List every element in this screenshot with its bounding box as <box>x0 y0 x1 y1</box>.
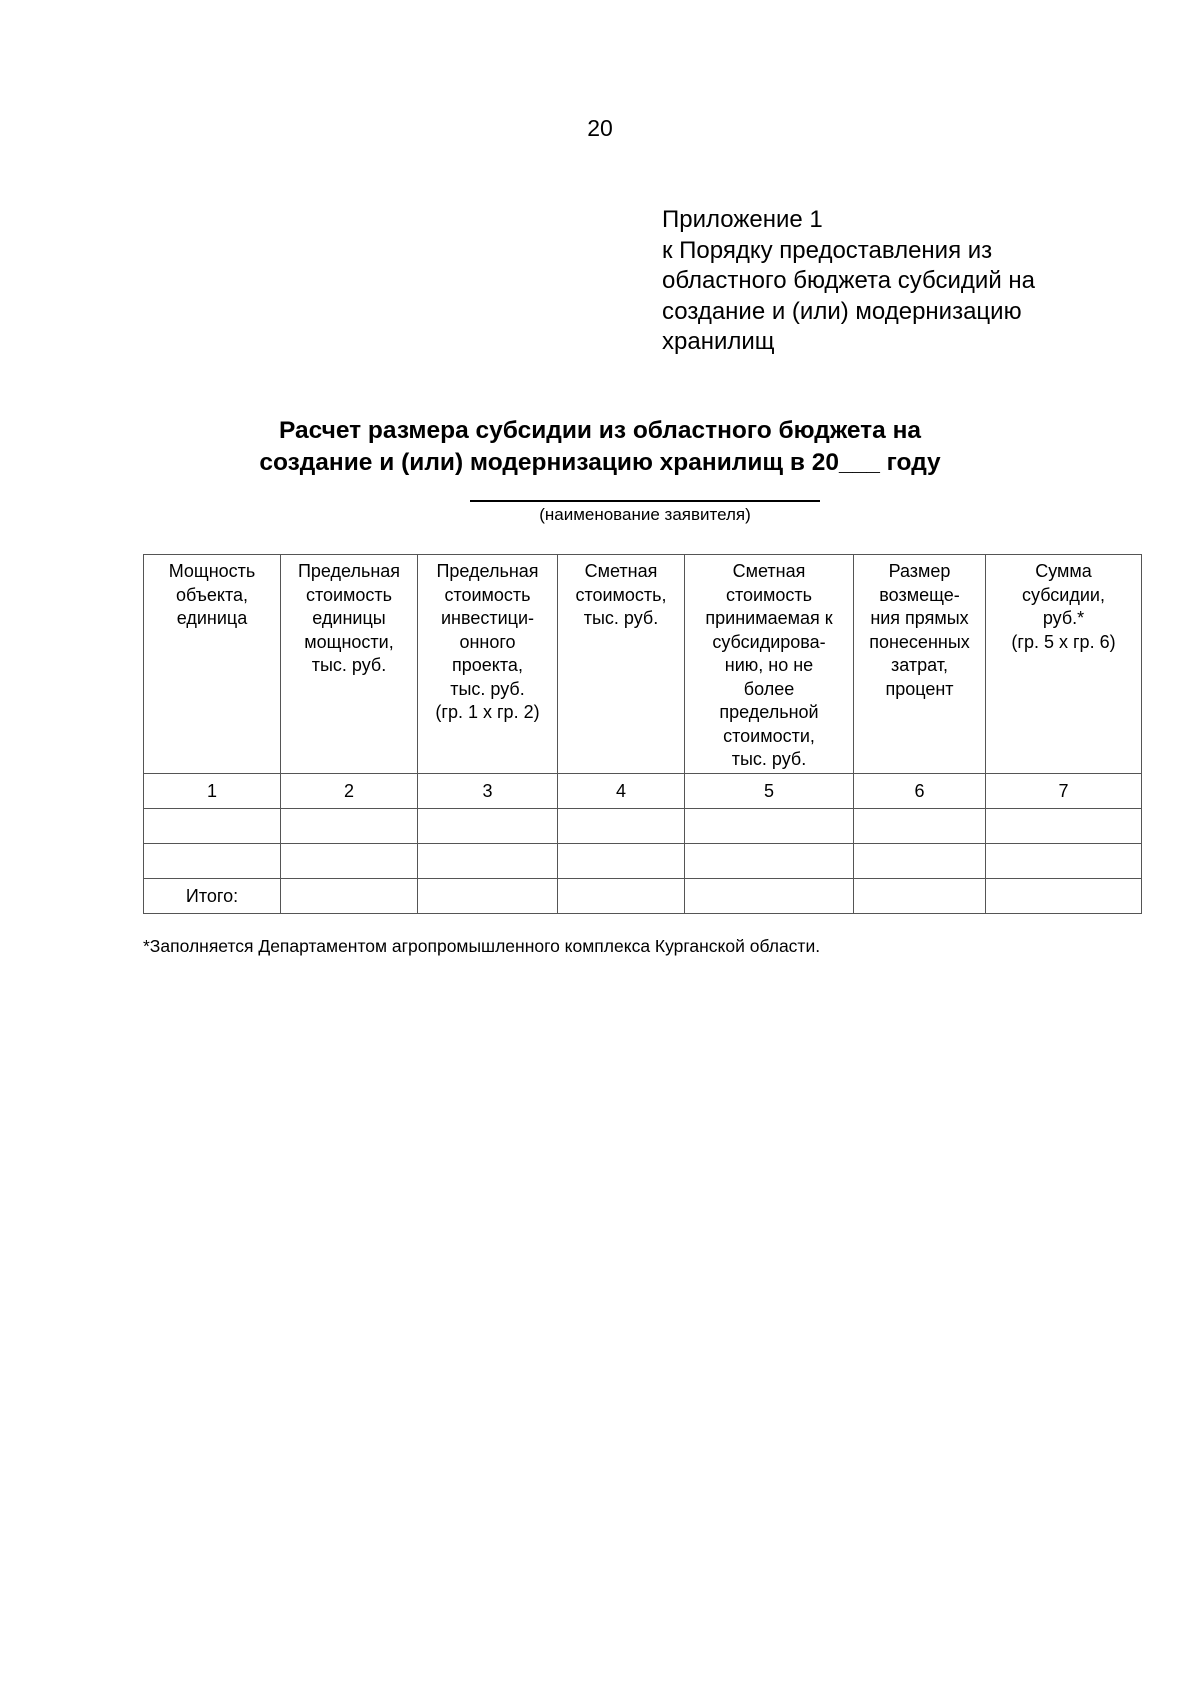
appendix-line: хранилищ <box>662 328 775 355</box>
table-header-row <box>144 555 1142 774</box>
table-cell <box>854 844 986 879</box>
total-row <box>144 879 1142 914</box>
appendix-line: Приложение 1 <box>662 206 823 233</box>
table-cell <box>281 809 418 844</box>
table-cell <box>685 844 854 879</box>
header-cell: Мощность объекта, единица <box>144 555 281 774</box>
table-cell <box>144 844 281 879</box>
subsidy-calculation-table <box>143 554 1142 914</box>
applicant-caption: (наименование заявителя) <box>539 505 751 524</box>
document-title <box>0 415 1200 479</box>
table-cell <box>986 844 1142 879</box>
table-cell <box>418 844 558 879</box>
table-cell <box>558 844 685 879</box>
table-cell <box>281 844 418 879</box>
table-cell <box>986 809 1142 844</box>
table-row <box>144 844 1142 879</box>
header-cell: Предельная стоимость единицы мощности, тыс. руб. <box>281 555 418 774</box>
table-cell <box>854 879 986 914</box>
appendix-line: областного бюджета субсидий на <box>662 267 1036 294</box>
column-number-cell: 1 <box>144 774 281 809</box>
header-cell: Сметная стоимость принимаемая к субсидирова- нию, но не более предельной стоимости, тыс. руб. <box>685 555 854 774</box>
column-number-cell: 5 <box>685 774 854 809</box>
table-cell <box>281 879 418 914</box>
column-number-cell: 2 <box>281 774 418 809</box>
header-cell: Размер возмеще- ния прямых понесенных затрат, процент <box>854 555 986 774</box>
table-cell <box>144 809 281 844</box>
title-line: создание и (или) модернизацию хранилищ в 20___ году <box>259 449 941 476</box>
table-cell <box>418 809 558 844</box>
page-number: 20 <box>587 115 613 141</box>
column-number-cell: 7 <box>986 774 1142 809</box>
header-cell: Сметная стоимость, тыс. руб. <box>558 555 685 774</box>
total-label: Итого: <box>144 879 281 914</box>
header-cell: Предельная стоимость инвестици- онного проекта, тыс. руб. (гр. 1 х гр. 2) <box>418 555 558 774</box>
table-cell <box>685 879 854 914</box>
table-cell <box>685 809 854 844</box>
table-cell <box>418 879 558 914</box>
appendix-reference <box>662 205 1132 358</box>
table-cell <box>558 809 685 844</box>
appendix-line: к Порядку предоставления из <box>662 236 993 264</box>
title-line: Расчет размера субсидии из областного бюджета на <box>278 417 922 444</box>
table-cell <box>986 879 1142 914</box>
table-row <box>144 809 1142 844</box>
appendix-line: создание и (или) модернизацию <box>662 297 1022 325</box>
column-number-row <box>144 774 1142 809</box>
header-cell: Сумма субсидии, руб.* (гр. 5 х гр. 6) <box>986 555 1142 774</box>
column-number-cell: 3 <box>418 774 558 809</box>
column-number-cell: 4 <box>558 774 685 809</box>
applicant-name-field <box>470 500 820 502</box>
table-cell <box>558 879 685 914</box>
footnote: *Заполняется Департаментом агропромышленного комплекса Курганской области. <box>143 936 821 956</box>
table-cell <box>854 809 986 844</box>
column-number-cell: 6 <box>854 774 986 809</box>
